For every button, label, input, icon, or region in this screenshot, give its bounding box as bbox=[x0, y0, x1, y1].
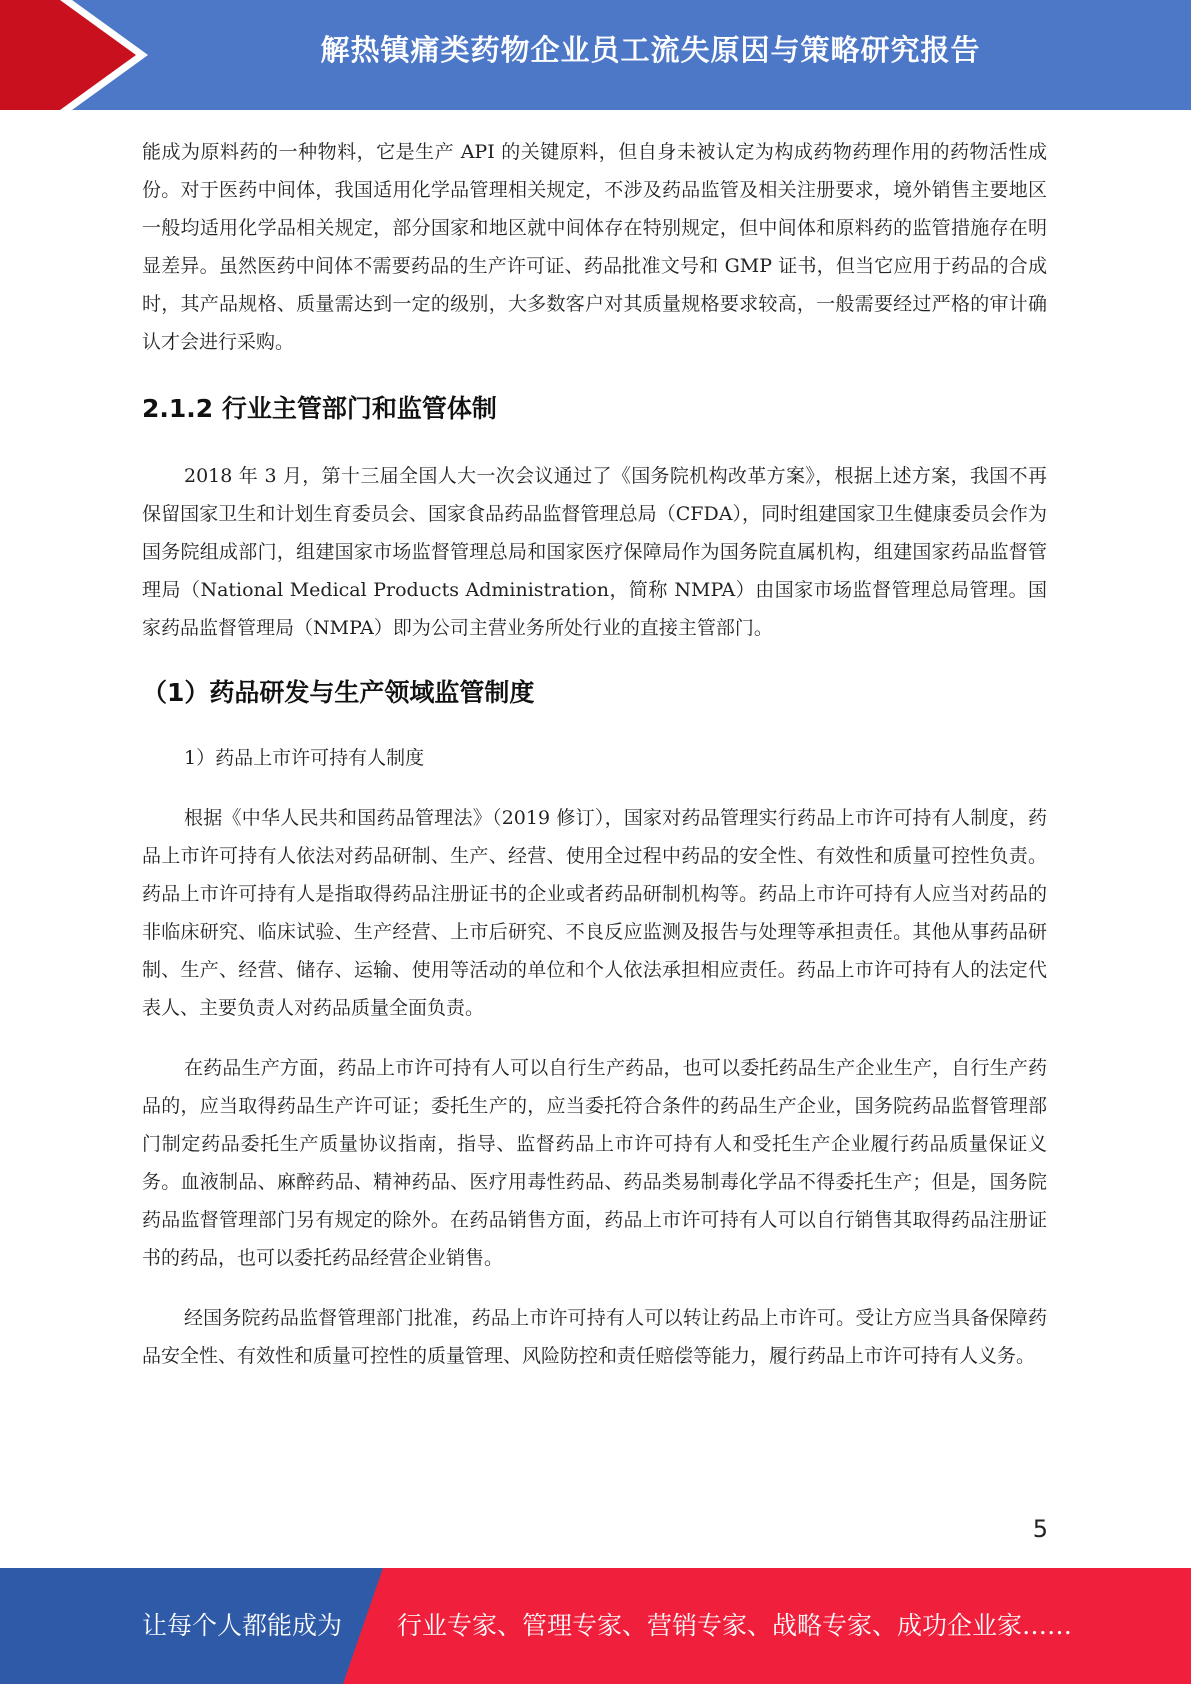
intro-paragraph: 能成为原料药的一种物料，它是生产 API 的关键原料，但自身未被认定为构成药物药理作用的药物活性成份。对于医药中间体，我国适用化学品管理相关规定，不涉及药品监管及相关注册要求，境外销售主要地区一般均适用化学品相关规定，部分国家和地区就中间体存在特别规定，但中间体和原料药的监管措施存在明显差异。虽然医药中间体不需要药品的生产许可证、药品批准文号和 GMP 证书，但当它应用于药品的合成时，其产品规格、质量需达到一定的级别，大多数客户对其质量规格要求较高，一般需要经过严格的审计确认才会进行采购。 bbox=[142, 141, 1047, 353]
header-chevron-graphic bbox=[0, 0, 160, 110]
page-footer bbox=[0, 1568, 1191, 1684]
chevron-red-fill bbox=[0, 0, 136, 110]
subsection-heading: （1）药品研发与生产领域监管制度 bbox=[142, 678, 535, 707]
list-heading: 1）药品上市许可持有人制度 bbox=[184, 747, 425, 769]
body-paragraph: 根据《中华人民共和国药品管理法》（2019 修订），国家对药品管理实行药品上市许可持有人制度，药品上市许可持有人依法对药品研制、生产、经营、使用全过程中药品的安全性、有效性和质量可控性负责。药品上市许可持有人是指取得药品注册证书的企业或者药品研制机构等。药品上市许可持有人应当对药品的非临床研究、临床试验、生产经营、上市后研究、不良反应监测及报告与处理等承担责任。其他从事药品研制、生产、经营、储存、运输、使用等活动的单位和个人依法承担相应责任。药品上市许可持有人的法定代表人、主要负责人对药品质量全面负责。 bbox=[142, 807, 1047, 1019]
footer-slogan-right: 行业专家、管理专家、营销专家、战略专家、成功企业家…… bbox=[397, 1611, 1073, 1640]
page-number: 5 bbox=[1032, 1515, 1048, 1543]
section-heading: 2.1.2 行业主管部门和监管体制 bbox=[142, 394, 497, 423]
document-title: 解热镇痛类药物企业员工流失原因与策略研究报告 bbox=[320, 33, 981, 67]
body-paragraph: 在药品生产方面，药品上市许可持有人可以自行生产药品，也可以委托药品生产企业生产，自行生产药品的，应当取得药品生产许可证；委托生产的，应当委托符合条件的药品生产企业，国务院药品监督管理部门制定药品委托生产质量协议指南，指导、监督药品上市许可持有人和受托生产企业履行药品质量保证义务。血液制品、麻醉药品、精神药品、医疗用毒性药品、药品类易制毒化学品不得委托生产；但是，国务院药品监督管理部门另有规定的除外。在药品销售方面，药品上市许可持有人可以自行销售其取得药品注册证书的药品，也可以委托药品经营企业销售。 bbox=[142, 1057, 1047, 1269]
section-paragraph: 2018 年 3 月，第十三届全国人大一次会议通过了《国务院机构改革方案》，根据上述方案，我国不再保留国家卫生和计划生育委员会、国家食品药品监督管理总局（CFDA），同时组建国家卫生健康委员会作为国务院组成部门，组建国家市场监督管理总局和国家医疗保障局作为国务院直属机构，组建国家药品监督管理局（National Medical Products Administration，简称 NMPA）由国家市场监督管理总局管理。国家药品监督管理局（NMPA）即为公司主营业务所处行业的直接主管部门。 bbox=[142, 465, 1047, 639]
footer-slogan-left: 让每个人都能成为 bbox=[142, 1611, 343, 1640]
page-header bbox=[0, 0, 1191, 110]
body-paragraph: 经国务院药品监督管理部门批准，药品上市许可持有人可以转让药品上市许可。受让方应当具备保障药品安全性、有效性和质量可控性的质量管理、风险防控和责任赔偿等能力，履行药品上市许可持有人义务。 bbox=[142, 1307, 1047, 1367]
document-body bbox=[142, 133, 1047, 1375]
